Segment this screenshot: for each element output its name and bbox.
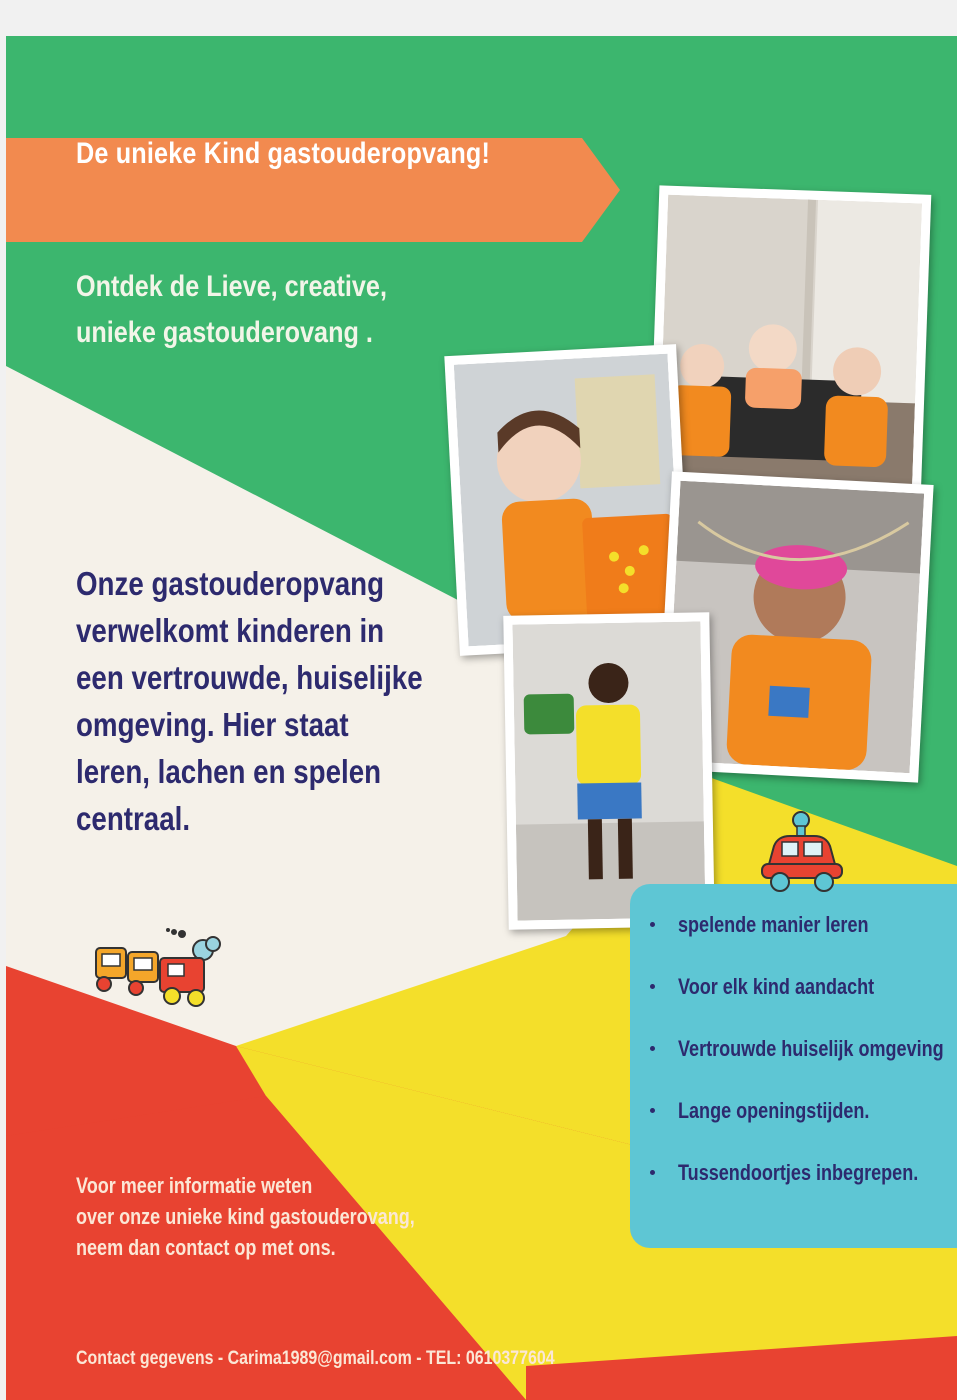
toy-train-icon [88,920,228,1020]
contact-line: Contact gegevens - Carima1989@gmail.com - TEL: 0610377604 [76,1348,555,1369]
subtitle [76,264,387,356]
photo-girl-crafting [444,344,691,656]
feature-label: spelende manier leren [678,912,869,937]
photo-boy-standing [503,612,714,930]
intro-line: Onze gastouderopvang [76,565,385,602]
info-text [76,1170,415,1263]
intro-line: omgeving. Hier staat [76,706,349,743]
ribbon-title: De unieke Kind gastouderopvang! [76,137,491,170]
photo-three-children [649,185,932,502]
feature-label: Tussendoortjes inbegrepen. [678,1160,919,1185]
feature-label: Voor elk kind aandacht [678,974,875,999]
bullet-icon [650,922,655,927]
intro-line: centraal. [76,800,191,837]
subtitle-line: unieke gastouderovang . [76,316,373,349]
bullet-icon [650,1170,655,1175]
intro-line: verwelkomt kinderen in [76,612,385,649]
info-line: neem dan contact op met ons. [76,1235,336,1260]
info-line: Voor meer informatie weten [76,1173,313,1198]
bullet-icon [650,984,655,989]
features-panel [630,884,957,1248]
subtitle-line: Ontdek de Lieve, creative, [76,270,387,303]
bullet-icon [650,1046,655,1051]
intro-line: een vertrouwde, huiselijke [76,659,423,696]
toy-car-icon [756,808,846,898]
intro-line: leren, lachen en spelen [76,753,382,790]
info-line: over onze unieke kind gastouderovang, [76,1204,415,1229]
feature-label: Lange openingstijden. [678,1098,870,1123]
feature-label: Vertrouwde huiselijk omgeving [678,1036,944,1061]
intro-text [76,560,423,842]
bullet-icon [650,1108,655,1113]
